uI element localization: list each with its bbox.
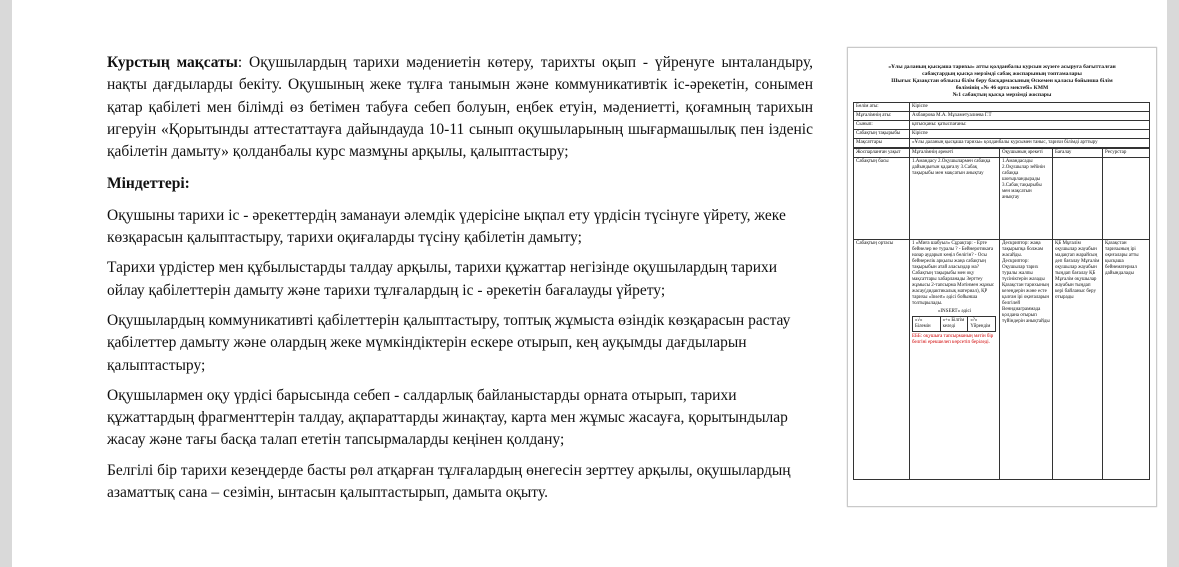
student-action: Дескриптор: жаңа тақырыпқа болжам жасайды. Дескриптор: Оқушылар тарих туралы жалпы түсініктерін жазады Қазақстан тарихының кезеңдерін және есте қалған ірі оқиғаларын белгілей Венндиаграммада қолдана отырып түйіндерін анықтайды [1000, 240, 1053, 480]
info-label: Бөлім аты: [854, 103, 910, 112]
plan-header-cell: Бағалау [1053, 149, 1103, 158]
info-label: Мақсаттары [854, 139, 910, 148]
resource-cell: Қазақстан тарихының ірі оқиғалары атты қысқаша бейнематериал дайындалады [1103, 240, 1150, 480]
goal-paragraph [107, 52, 813, 163]
goal-label: Курстың мақсаты [107, 54, 238, 71]
teacher-action [910, 240, 1000, 480]
plan-header-cell: Жоспарланған уақыт [854, 149, 910, 158]
left-margin [0, 0, 12, 567]
teacher-action-text: 1 «Миға шабуыл» Сұрақтар: - Ерте бейнелер не туралы ? - Бейнеротикаға назар аударып көңіл бөлігін? - Осы бейнерелік арқылы жаңа сабақтың тақырыбын атай аласыздар ма? Сабақтың тақырыбы мен оқу мақсаттары хабарланады Зерттеу жұмысы 2-тапсырма Мәтінмен жұмыс жасау(дидактикалық материал), ҚР тарихы «Insert» әдісі бойынша толтырылады. [912, 241, 995, 306]
right-margin [1167, 0, 1179, 567]
lesson-plan-table [853, 148, 1150, 480]
header-line: сабақтардың қысқа мерзімді сабақ жоспарының топтамалары [922, 71, 1082, 77]
tasks-heading: Міндеттері: [107, 175, 190, 193]
plan-header-cell: Мұғалімнің әрекеті [910, 149, 1000, 158]
teacher-action: 1.Амандасу 2.Оқушылармен сабаққа дайындығын қадағалу 3.Сабақ тақырыбы мен мақсатын анықтау [910, 158, 1000, 240]
insert-col: «√» Білемін [913, 317, 941, 332]
thumbnail-header [848, 48, 1156, 102]
info-value: Кіріспе [910, 103, 1150, 112]
differentiation-note: ЕББ: оқушыға тапсырманың мәтін бір белгіні ерекшелеп көрсетіп беріледі. [912, 334, 994, 345]
task-paragraph: Тарихи үрдістер мен құбылыстарды талдау арқылы, тарихи құжаттар негізінде оқушылардың тарихи ойлау қабілеттерін дамыту және тарихи тұлғалардың іс - әрекетін бағалауды үйрету; [107, 259, 778, 299]
task-paragraph: Оқушылармен оқу үрдісі барысында себеп - салдарлық байланыстарды орната отырып, тарихи құжаттардың фрагменттерін талдау, ақпараттарды жинақтау, карта мен жұмыс жасауға, қорытындылар жасау және тағы басқа талап ететін тапсырмаларды кеңінен қолдану; [107, 386, 788, 449]
task-paragraph: Белгілі бір тарихи кезеңдерде басты рөл атқарған тұлғалардың өнегесін зерттеу арқылы, оқушылардың азаматтық сана – сезімін, ынтасын қалыптастырып, дамыта оқыту. [107, 461, 791, 502]
info-label: Мұғалімнің аты: [854, 112, 910, 121]
info-label: Сынып: [854, 121, 910, 130]
header-line: «Ұлы даланың қысқаша тарихы» атты қолданбалы курсын жүзеге асыруға бағытталған [888, 64, 1116, 70]
resource-cell [1103, 158, 1150, 240]
insert-col: «+» Білгім келеді [940, 317, 968, 332]
info-value: қатысқаны: қатыспағаны: [910, 121, 1150, 130]
plan-header-cell: Ресурстар [1103, 149, 1150, 158]
info-value: «Ұлы даланың қысқаша тарихы» қолданбалы курсымен таныс, тарихи білімді арттыру [910, 139, 1150, 148]
lesson-plan-thumbnail [847, 47, 1157, 507]
goal-text: : Оқушылардың тарихи мәдениетін көтеру, тарихты оқып - үйренуге ынталандыру, нақты дағдыларды бекіту. Оқушының жеке тұлға танымын және коммуникативтік іс-әрекетін, сонымен қатар қабілеті мен білімді өз бетімен табуға себеп болуын, еңбек етуін, мәдениетті, қоғамның тарихын игеруін «Қорытынды аттестаттауға дайындауда 10-11 сынып оқушыларының шығармашылық пен ізденіс қабілетін дамыту» қолданбалы курс мазмұны арқылы, қалыптастыру; [107, 54, 814, 161]
info-value: Ахбаирова М.А. Мұхаметуалиева Г.Т [910, 112, 1150, 121]
info-label: Сабақтың тақырыбы [854, 130, 910, 139]
insert-table [912, 316, 996, 332]
stage-label: Сабақтың басы [854, 158, 910, 240]
insert-title: «INSERT» әдісі [937, 309, 972, 314]
header-line: №1 сабақтың қысқа мерзімді жоспары [952, 92, 1052, 98]
document-text [107, 52, 813, 512]
student-action: 1.Амандасады 2.Оқушылар зейінін сабаққа шоғырландырады 3.Сабақ тақырыбы мен мақсатын анықтау [1000, 158, 1053, 240]
info-value: Кіріспе [910, 130, 1150, 139]
lesson-info-table [853, 102, 1150, 148]
assessment-cell: ҚБ Мұғалім оқушылар жауабын мадақтап жарайсың деп бағалау Мұғалім оқушылар жауабын тыңдап бағалау ҚБ Мұғалім оқушылар жауабын тыңдап кері байланыс беру отырады [1053, 240, 1103, 480]
insert-col: «?» Үйрендім [968, 317, 996, 332]
assessment-cell [1053, 158, 1103, 240]
header-line: Шығыс Қазақстан облысы білім беру басқармасының Өскемен қаласы бойынша білім [891, 78, 1113, 84]
header-line: бөлімінің «№ 46 орта мектебі» КММ [955, 85, 1049, 91]
task-paragraph: Оқушылардың коммуникативті қабілеттерін қалыптастыру, топтық жұмыста өзіндік көзқарасын растау қабілеттер дамыту және олардың жеке мүмкіндіктерін ескере отырып, кең ауқымды дағдыларын қалыптастыру; [107, 311, 791, 374]
plan-header-cell: Оқушының әрекеті [1000, 149, 1053, 158]
stage-label: Сабақтың ортасы [854, 240, 910, 480]
task-paragraph: Оқушыны тарихи іс - әрекеттердің заманауи әлемдік үдерісіне ықпал ету үрдісін түсінуге үйрету, жеке көзқарасын қалыптастыру, тарихи оқиғаларды түсіну қабілетін дамыту; [107, 206, 786, 247]
